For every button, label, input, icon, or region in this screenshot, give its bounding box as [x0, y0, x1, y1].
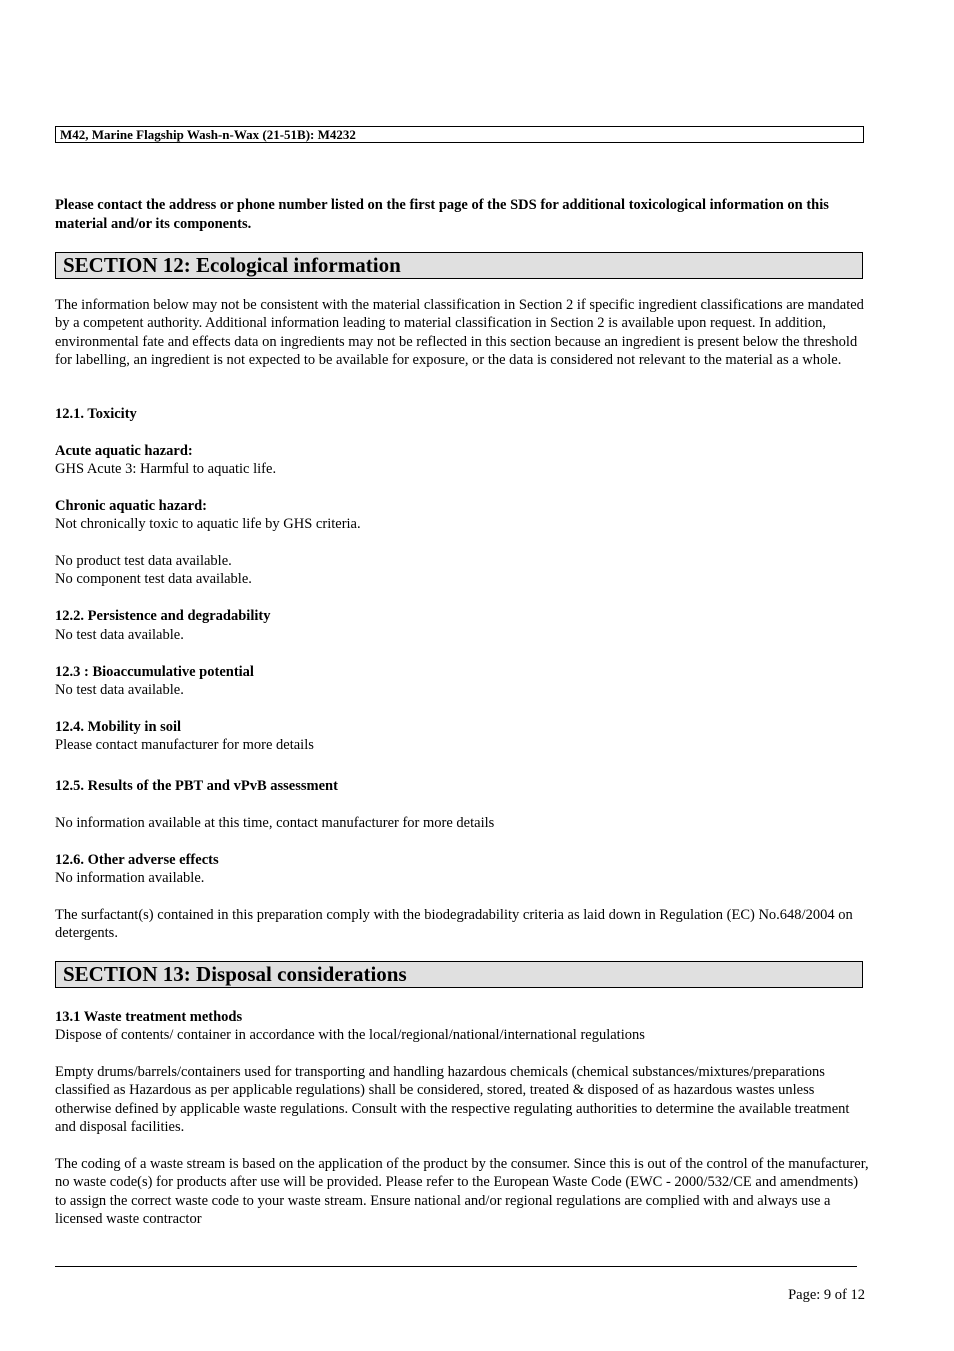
chronic-hazard-text: Not chronically toxic to aquatic life by GHS criteria. — [55, 516, 361, 532]
waste-treatment-text: Dispose of contents/ container in accordance with the local/regional/national/international regulations — [55, 1027, 645, 1043]
product-header — [55, 126, 864, 143]
waste-treatment-heading: 13.1 Waste treatment methods — [55, 1009, 243, 1025]
waste-coding-text: The coding of a waste stream is based on the application of the product by the consumer. Since this is out of the control of the manufacturer, no waste code(s) for products after use will be provided. Please refer to the European Waste Code (EWC - 2000/532/CE and amendments) to assign the correct waste code to your waste stream. Ensure national and/or regional regulations are complied with and always use a licensed waste contractor — [55, 1156, 869, 1228]
product-title: M42, Marine Flagship Wash-n-Wax (21-51B): M4232 — [60, 127, 356, 142]
bioaccumulative-heading: 12.3 : Bioaccumulative potential — [55, 664, 254, 680]
persistence-heading: 12.2. Persistence and degradability — [55, 608, 271, 624]
acute-hazard-heading: Acute aquatic hazard: — [55, 443, 193, 459]
pbt-heading: 12.5. Results of the PBT and vPvB assessment — [55, 778, 338, 794]
section-12-title: SECTION 12: Ecological information — [55, 252, 863, 279]
other-effects-heading: 12.6. Other adverse effects — [55, 852, 219, 868]
no-component-data-text: No component test data available. — [55, 571, 252, 587]
mobility-text: Please contact manufacturer for more details — [55, 737, 314, 753]
toxicology-contact-note: Please contact the address or phone number listed on the first page of the SDS for additional toxicological information on this material and/or its components. — [55, 197, 829, 232]
no-product-data-text: No product test data available. — [55, 553, 232, 569]
section-13-title: SECTION 13: Disposal considerations — [55, 961, 863, 988]
footer-divider — [55, 1266, 857, 1267]
other-effects-text: No information available. — [55, 870, 205, 886]
empty-drums-text: Empty drums/barrels/containers used for transporting and handling hazardous chemicals (chemical substances/mixtures/preparations classified as Hazardous as per applicable regulations) shall be considered, stored, treated & disposed of as hazardous wastes unless otherwise defined by applicable waste regulations. Consult with the respective regulating authorities to determine the available treatment and disposal facilities. — [55, 1064, 850, 1136]
surfactant-text: The surfactant(s) contained in this preparation comply with the biodegradability criteria as laid down in Regulation (EC) No.648/2004 on detergents. — [55, 907, 853, 942]
pbt-text: No information available at this time, contact manufacturer for more details — [55, 815, 495, 831]
chronic-hazard-heading: Chronic aquatic hazard: — [55, 498, 207, 514]
page-number: Page: 9 of 12 — [788, 1287, 865, 1303]
acute-hazard-text: GHS Acute 3: Harmful to aquatic life. — [55, 461, 277, 477]
toxicity-heading: 12.1. Toxicity — [55, 406, 137, 422]
section-12-intro: The information below may not be consistent with the material classification in Section 2 if specific ingredient classifications are mandated by a competent authority. Additional information leading to material classification in Section 2 is available upon request. In addition, environmental fate and effects data on ingredients may not be reflected in this section because an ingredient is present below the threshold for labelling, an ingredient is not expected to be available for exposure, or the data is considered not relevant to the material as a whole. — [55, 297, 864, 369]
persistence-text: No test data available. — [55, 627, 184, 643]
mobility-heading: 12.4. Mobility in soil — [55, 719, 182, 735]
bioaccumulative-text: No test data available. — [55, 682, 184, 698]
